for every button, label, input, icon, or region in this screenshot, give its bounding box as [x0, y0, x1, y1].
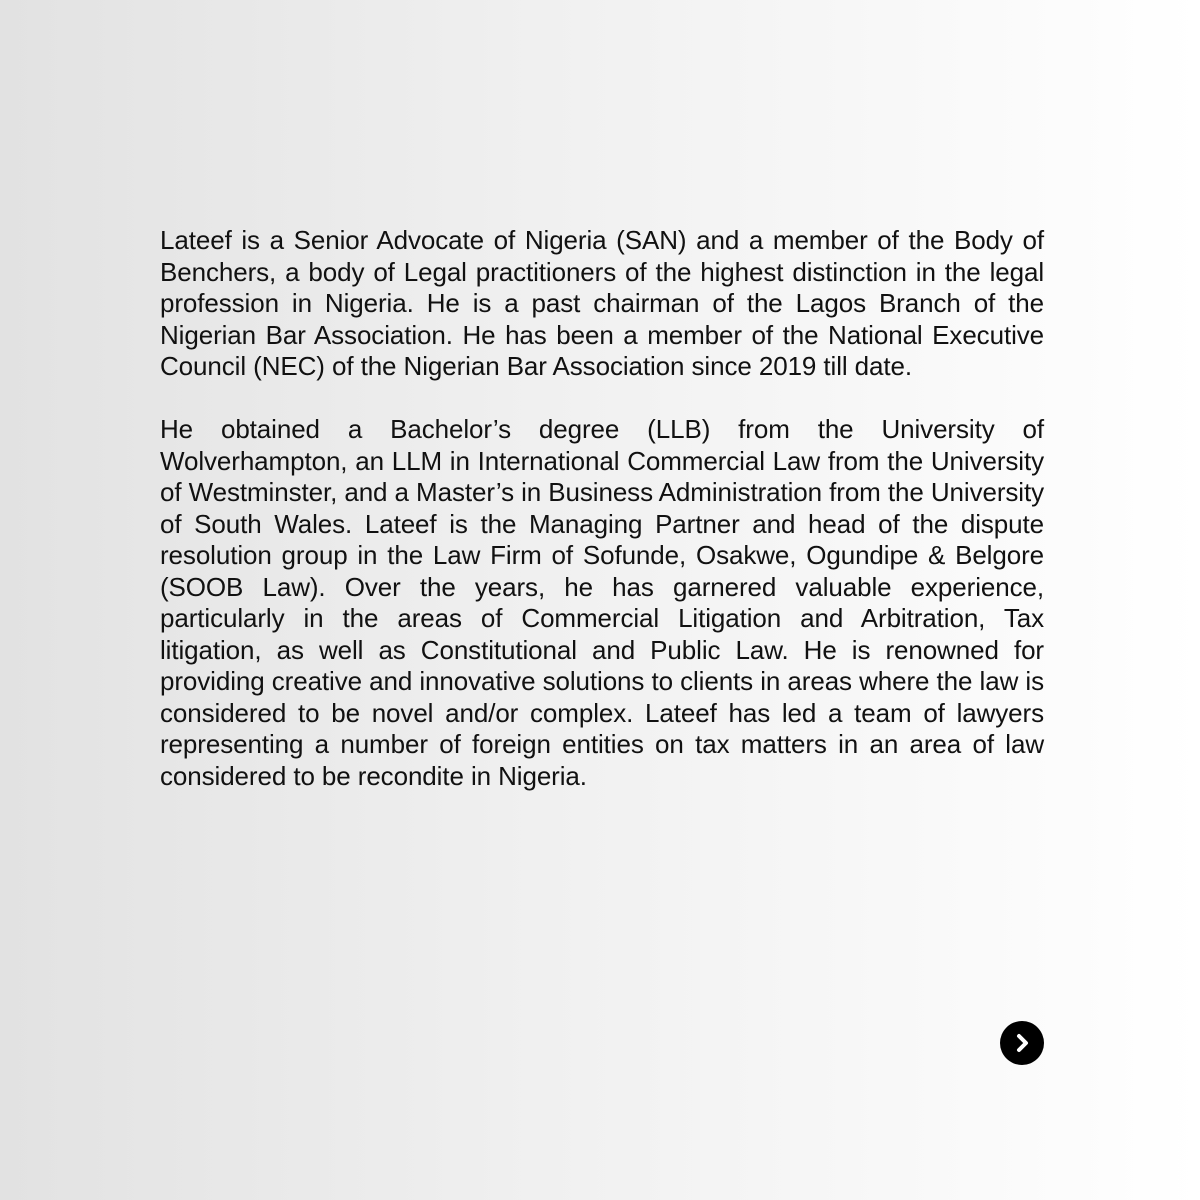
bio-paragraph-1: Lateef is a Senior Advocate of Nigeria (SAN) and a member of the Body of Benchers, a body of Legal practitioners of the highest distinction in the legal profession in Nigeria. He is a past chairman of the Lagos Branch of the Nigerian Bar Association. He has been a member of the National Executive Council (NEC) of the Nigerian Bar Association since 2019 till date.: [160, 225, 1044, 381]
bio-text-block: [160, 225, 1044, 792]
chevron-right-icon: [1012, 1033, 1032, 1053]
bio-paragraph-2: He obtained a Bachelor’s degree (LLB) from the University of Wolverhampton, an LLM in International Commercial Law from the University of Westminster, and a Master’s in Business Administration from the University of South Wales. Lateef is the Managing Partner and head of the dispute resolution group in the Law Firm of Sofunde, Osakwe, Ogundipe & Belgore (SOOB Law). Over the years, he has garnered valuable experience, particularly in the areas of Commercial Litigation and Arbitration, Tax litigation, as well as Constitutional and Public Law. He is renowned for providing creative and innovative solutions to clients in areas where the law is considered to be novel and/or complex. Lateef has led a team of lawyers representing a number of foreign entities on tax matters in an area of law considered to be recondite in Nigeria.: [160, 414, 1044, 791]
next-slide-button[interactable]: [1000, 1021, 1044, 1065]
